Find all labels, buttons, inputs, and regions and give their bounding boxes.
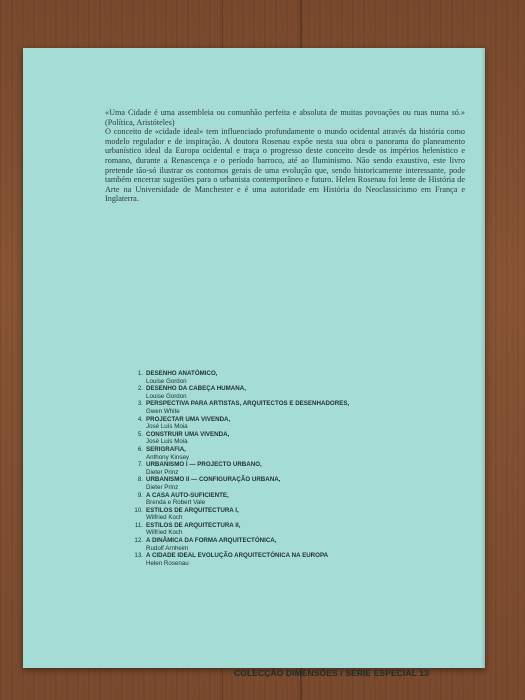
item-body bbox=[146, 476, 280, 491]
item-body bbox=[146, 370, 218, 385]
book-author: Rudolf Arnheim bbox=[146, 544, 189, 552]
book-title: A CASA AUTO-SUFICIENTE, bbox=[146, 491, 229, 499]
book-author: Brenda e Robert Vale bbox=[146, 499, 206, 507]
item-number: 13. bbox=[134, 552, 143, 560]
list-item bbox=[131, 385, 431, 400]
book-title: URBANISMO I — PROJECTO URBANO, bbox=[146, 461, 262, 469]
item-number: 1. bbox=[137, 370, 143, 377]
item-number: 8. bbox=[137, 476, 143, 484]
item-number: 4. bbox=[137, 415, 143, 423]
book-title: A DINÂMICA DA FORMA ARQUITECTÓNICA, bbox=[146, 537, 277, 545]
item-number: 7. bbox=[137, 461, 143, 469]
list-item bbox=[131, 431, 431, 446]
book-author: Helen Rosenau bbox=[146, 559, 189, 567]
item-number: 10. bbox=[134, 506, 143, 514]
item-number: 9. bbox=[137, 491, 143, 499]
list-item bbox=[131, 492, 431, 507]
book-author: José Luís Moia bbox=[146, 423, 188, 431]
blurb-text bbox=[105, 108, 465, 204]
book-title: PERSPECTIVA PARA ARTISTAS, ARQUITECTOS E DESENHADORES, bbox=[146, 400, 350, 408]
item-body bbox=[146, 385, 246, 400]
item-body bbox=[146, 552, 328, 567]
list-item bbox=[131, 552, 431, 567]
list-item bbox=[131, 446, 431, 461]
book-author: Dieter Prinz bbox=[146, 468, 179, 476]
item-number: 5. bbox=[137, 430, 143, 438]
item-number: 6. bbox=[137, 445, 143, 453]
blurb-body: O conceito de «cidade ideal» tem influenciado profundamente o mundo ocidental através da história como modelo regulador e de inspiração. A doutora Rosenau expõe nesta sua obra o panorama do planeamento urbanístico ideal da Europa ocidental e traça o progresso deste conceito desde os impérios helenístico e romano, durante a Renascença e o período barroco, até ao Iluminismo. Não sendo exaustivo, este livro pretende tão-só ilustrar os contornos gerais de uma evolução que, sendo historicamente interessante, pode também encerrar sugestões para o urbanista contemporâneo e futuro. Helen Rosenau foi lente de História de Arte na Universidade de Manchester e é uma autoridade em História do Neoclassicismo em França e Inglaterra. bbox=[105, 127, 465, 204]
list-item bbox=[131, 537, 431, 552]
list-item bbox=[131, 400, 431, 415]
item-body bbox=[146, 522, 240, 537]
book-author: Anthony Kinsey bbox=[146, 453, 189, 461]
blurb-quote: «Uma Cidade é uma assembleia ou comunhão perfeita e absoluta de muitas povoações ou ruas numa só.» (Política, Aristóteles) bbox=[105, 108, 465, 127]
item-body bbox=[146, 446, 189, 461]
list-item bbox=[131, 370, 431, 385]
item-body bbox=[146, 416, 230, 431]
book-title: DESENHO ANATÓMICO, bbox=[146, 370, 218, 377]
item-number: 2. bbox=[137, 385, 143, 393]
book-title: URBANISMO II — CONFIGURAÇÃO URBANA, bbox=[146, 476, 281, 484]
book-back-cover bbox=[23, 48, 485, 678]
book-author: Wilfried Koch bbox=[146, 514, 183, 522]
item-body bbox=[146, 492, 229, 507]
list-item bbox=[131, 507, 431, 522]
book-title: A CIDADE IDEAL EVOLUÇÃO ARQUITECTÓNICA NA EUROPA bbox=[146, 552, 329, 560]
book-author: Wilfried Koch bbox=[146, 529, 183, 537]
book-title: SERIGRAFIA, bbox=[146, 445, 186, 453]
list-item bbox=[131, 476, 431, 491]
book-author: Louise Gordon bbox=[146, 392, 187, 400]
book-author: José Luís Moia bbox=[146, 438, 188, 446]
item-body bbox=[146, 431, 229, 446]
book-author: Dieter Prinz bbox=[146, 483, 179, 491]
book-author: Louise Gordon bbox=[146, 377, 187, 385]
list-item bbox=[131, 461, 431, 476]
book-title: CONSTRUIR UMA VIVENDA, bbox=[146, 430, 230, 438]
item-body bbox=[146, 461, 262, 476]
item-number: 11. bbox=[134, 521, 143, 529]
book-title: DESENHO DA CABEÇA HUMANA, bbox=[146, 385, 246, 393]
series-book-list bbox=[131, 370, 431, 567]
list-item bbox=[131, 522, 431, 537]
item-body bbox=[146, 400, 349, 415]
list-item bbox=[131, 416, 431, 431]
item-number: 3. bbox=[137, 400, 143, 408]
book-title: ESTILOS DE ARQUITECTURA I, bbox=[146, 506, 239, 514]
series-title: COLECÇÃO DIMENSÕES / SÉRIE ESPECIAL 13 bbox=[234, 668, 429, 678]
book-title: PROJECTAR UMA VIVENDA, bbox=[146, 415, 231, 423]
item-number: 12. bbox=[134, 537, 143, 545]
item-body bbox=[146, 537, 277, 552]
item-body bbox=[146, 507, 239, 522]
book-author: Gwen White bbox=[146, 407, 180, 415]
book-title: ESTILOS DE ARQUITECTURA II, bbox=[146, 521, 241, 529]
